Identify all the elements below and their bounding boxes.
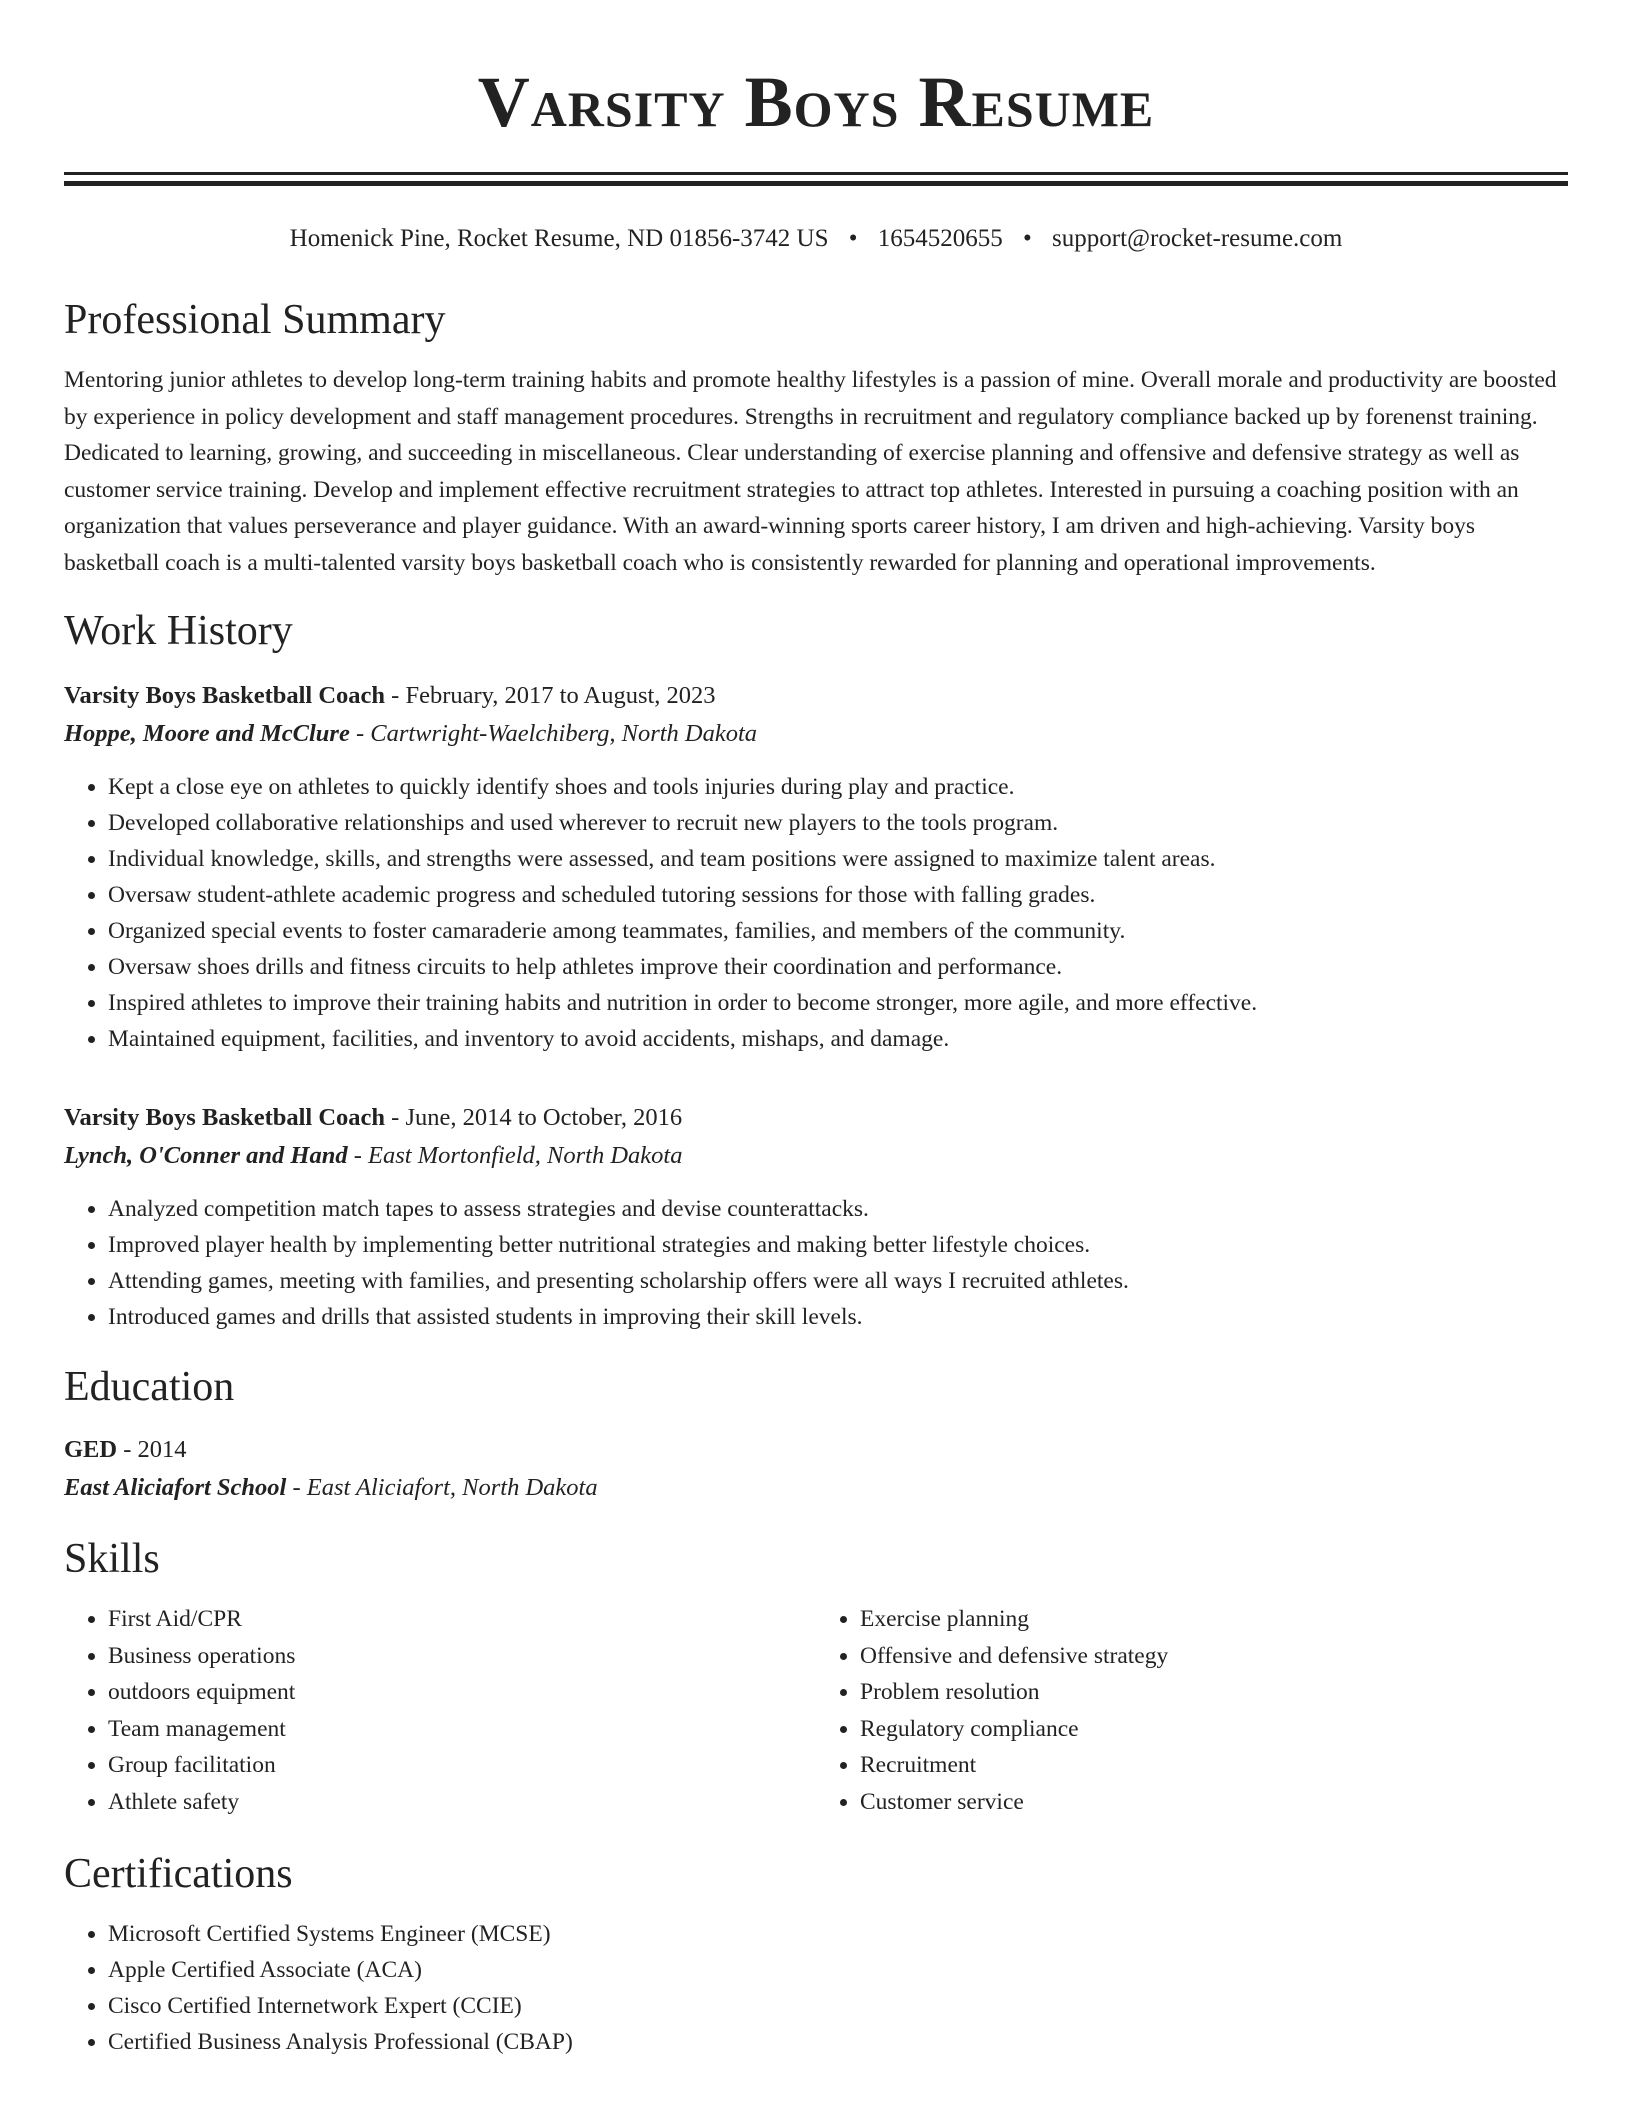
job-bullet: • Attending games, meeting with families, and presenting scholarship offers were all ways I recruited athletes.	[108, 1263, 1568, 1299]
job-bullet: • Kept a close eye on athletes to quickly identify shoes and tools injuries during play and practice.	[108, 769, 1568, 805]
skill-item: • outdoors equipment	[108, 1674, 816, 1711]
certification-item: • Certified Business Analysis Professional (CBAP)	[108, 2024, 1568, 2060]
job-bullet: • Introduced games and drills that assisted students in improving their skill levels.	[108, 1299, 1568, 1335]
job-bullets	[64, 769, 1568, 1057]
job-bullet: • Organized special events to foster camaraderie among teammates, families, and members of the community.	[108, 913, 1568, 949]
skill-item: • Problem resolution	[860, 1674, 1568, 1711]
skill-item: • Recruitment	[860, 1747, 1568, 1784]
job-bullet: • Maintained equipment, facilities, and inventory to avoid accidents, mishaps, and damage.	[108, 1021, 1568, 1057]
certification-item: • Apple Certified Associate (ACA)	[108, 1952, 1568, 1988]
job-company: Hoppe, Moore and McClure	[64, 720, 350, 747]
skill-item: • Offensive and defensive strategy	[860, 1638, 1568, 1675]
contact-address: Homenick Pine, Rocket Resume, ND 01856-3742 US	[289, 225, 829, 252]
education-degree: GED	[64, 1436, 118, 1463]
certification-item: • Microsoft Certified Systems Engineer (MCSE)	[108, 1916, 1568, 1952]
job-company-line	[64, 715, 1568, 753]
skills-section	[64, 1533, 1568, 1820]
contact-separator: •	[1023, 225, 1032, 252]
resume-title: Varsity Boys Resume	[477, 62, 1155, 142]
job-title-line	[64, 677, 1568, 715]
summary-section	[64, 294, 1568, 581]
contact-phone: 1654520655	[877, 225, 1003, 252]
education-school-line	[64, 1469, 1568, 1507]
job-title: Varsity Boys Basketball Coach	[64, 1104, 386, 1131]
job-bullet: • Analyzed competition match tapes to assess strategies and devise counterattacks.	[108, 1191, 1568, 1227]
certifications-heading: Certifications	[64, 1851, 293, 1897]
education-school: East Aliciafort School	[64, 1474, 287, 1501]
certifications-list	[64, 1916, 1568, 2060]
job-title: Varsity Boys Basketball Coach	[64, 682, 386, 709]
job-location: - Cartwright-Waelchiberg, North Dakota	[349, 720, 758, 747]
job-bullets	[64, 1191, 1568, 1335]
job-dates: - February, 2017 to August, 2023	[385, 682, 716, 709]
job-company: Lynch, O'Conner and Hand	[64, 1142, 348, 1169]
skill-item: • Regulatory compliance	[860, 1711, 1568, 1748]
skill-item: • Exercise planning	[860, 1601, 1568, 1638]
title-divider-bottom	[64, 181, 1568, 186]
contact-email[interactable]: support@rocket-resume.com	[1052, 225, 1343, 252]
skill-item: • First Aid/CPR	[108, 1601, 816, 1638]
skill-item: • Athlete safety	[108, 1784, 816, 1821]
work-history-heading: Work History	[64, 608, 293, 654]
certifications-section	[64, 1848, 1568, 2060]
certification-item: • Cisco Certified Internetwork Expert (CCIE)	[108, 1988, 1568, 2024]
skill-item: • Business operations	[108, 1638, 816, 1675]
summary-text: Mentoring junior athletes to develop long-term training habits and promote healthy lifestyles is a passion of mine. Overall morale and productivity are boosted by experience in policy development and staff management procedures. Strengths in recruitment and regulatory compliance backed up by forenenst training. Dedicated to learning, growing, and succeeding in miscellaneous. Clear understanding of exercise planning and offensive and defensive strategy as well as customer service training. Develop and implement effective recruitment strategies to attract top athletes. Interested in pursuing a coaching position with an organization that values perseverance and player guidance. With an award-winning sports career history, I am driven and high-achieving. Varsity boys basketball coach is a multi-talented varsity boys basketball coach who is consistently rewarded for planning and operational improvements.	[64, 367, 1557, 576]
work-history-section	[64, 605, 1568, 1335]
job-entry	[64, 677, 1568, 1057]
job-bullet: • Oversaw student-athlete academic progress and scheduled tutoring sessions for those with falling grades.	[108, 877, 1568, 913]
contact-separator: •	[848, 225, 858, 252]
skill-item: • Customer service	[860, 1784, 1568, 1821]
job-location: - East Mortonfield, North Dakota	[347, 1142, 683, 1169]
job-bullet: • Developed collaborative relationships and used wherever to recruit new players to the tools program.	[108, 805, 1568, 841]
skills-list-right	[816, 1601, 1568, 1820]
contact-line	[64, 222, 1568, 256]
job-bullet: • Individual knowledge, skills, and strengths were assessed, and team positions were assigned to maximize talent areas.	[108, 841, 1568, 877]
job-entry	[64, 1099, 1568, 1335]
education-heading: Education	[64, 1364, 235, 1410]
summary-heading: Professional Summary	[64, 297, 446, 343]
job-title-line	[64, 1099, 1568, 1137]
education-year: - 2014	[117, 1436, 187, 1463]
skills-list-left	[64, 1601, 816, 1820]
skill-item: • Team management	[108, 1711, 816, 1748]
education-degree-line	[64, 1431, 1568, 1469]
title-divider-top	[64, 172, 1568, 175]
skill-item: • Group facilitation	[108, 1747, 816, 1784]
education-location: - East Aliciafort, North Dakota	[286, 1474, 598, 1501]
skills-columns	[64, 1601, 1568, 1820]
skills-heading: Skills	[64, 1536, 160, 1582]
job-bullet: • Inspired athletes to improve their training habits and nutrition in order to become stronger, more agile, and more effective.	[108, 985, 1568, 1021]
job-dates: - June, 2014 to October, 2016	[385, 1104, 683, 1131]
education-section	[64, 1361, 1568, 1507]
education-entry	[64, 1431, 1568, 1507]
job-company-line	[64, 1137, 1568, 1175]
job-bullet: • Improved player health by implementing better nutritional strategies and making better lifestyle choices.	[108, 1227, 1568, 1263]
job-bullet: • Oversaw shoes drills and fitness circuits to help athletes improve their coordination and performance.	[108, 949, 1568, 985]
